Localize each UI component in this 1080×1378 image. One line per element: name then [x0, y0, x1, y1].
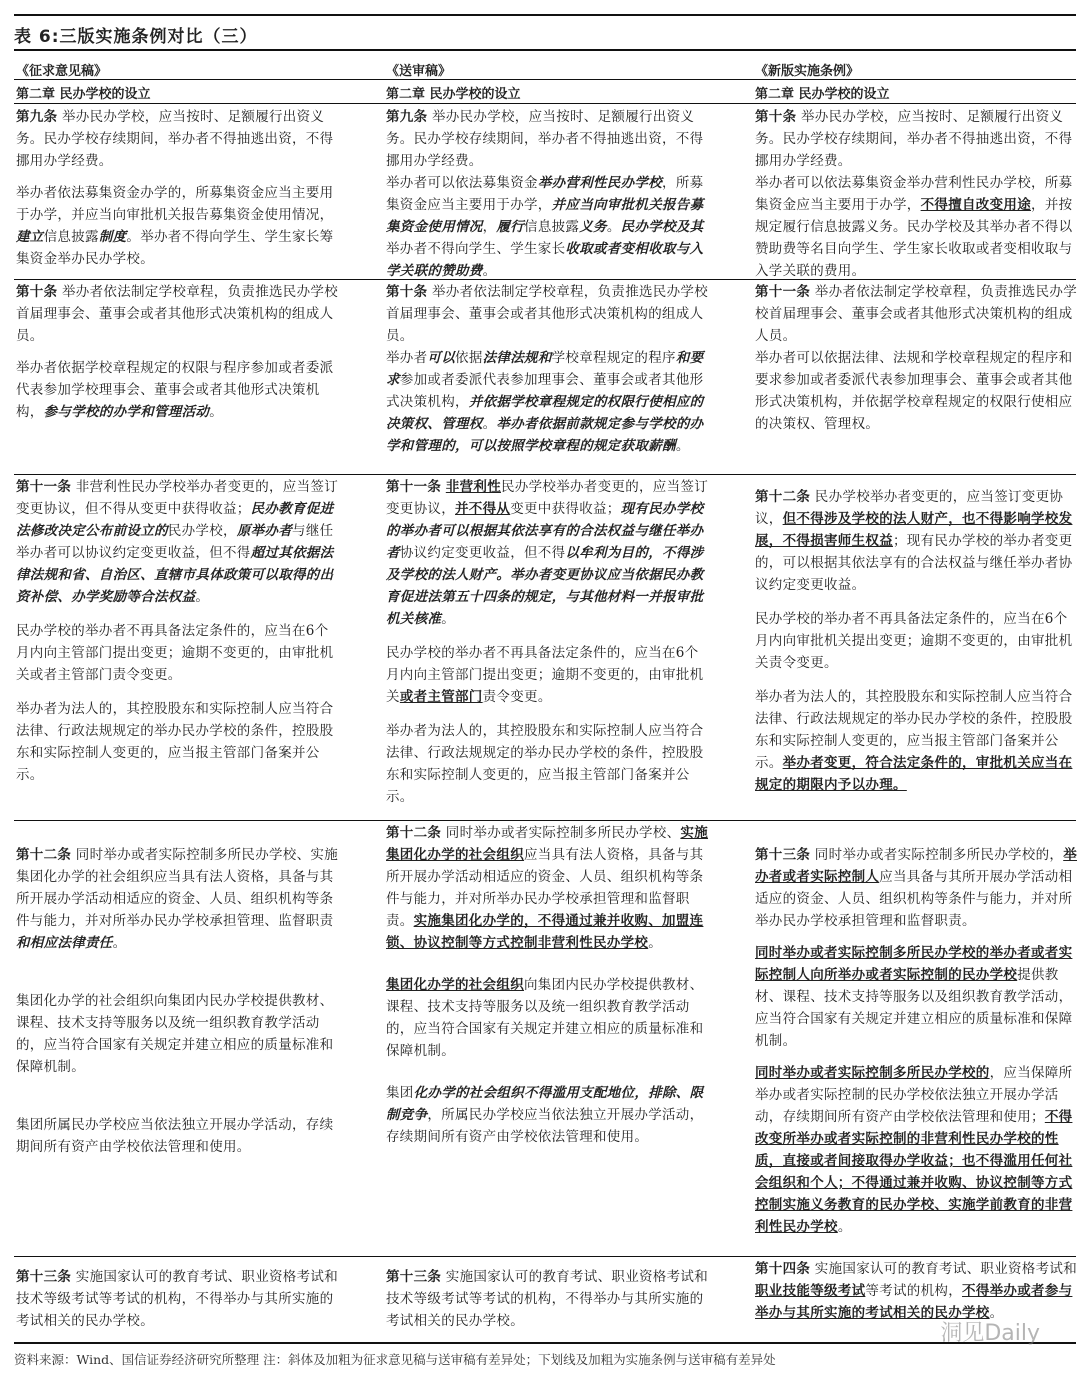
- text-run: 向集团内民办学校提供教材、课程、技术支持等服务以及统一组织教育教学活动的，应当符合国家有关规定并建立相应的质量标准和保障机制。: [386, 977, 704, 1059]
- paragraph: [16, 844, 342, 954]
- cell-r3c1: [16, 476, 342, 786]
- paragraph: [755, 844, 1077, 932]
- paragraph: [16, 620, 342, 686]
- table-title: 表 6:三版实施条例对比（三）: [14, 27, 258, 47]
- text-run: 民办学校，: [167, 523, 237, 539]
- text-run: ，所募集资金应当主要用于办学，: [386, 175, 704, 213]
- table-bottom-rule: [14, 1342, 1076, 1344]
- text-run: 举办者可以依据法律、法规和学校章程规定的程序和要求参加或者委派代表参加理事会、董事会或者其他形式决策机构，并依据学校章程规定的权限行使相应的决策权、管理权。: [755, 350, 1073, 432]
- paragraph: [16, 476, 342, 608]
- cell-r3c2: [386, 476, 712, 808]
- chapter-header-1: 第二章 民办学校的设立: [16, 87, 151, 102]
- text-run: 但不得涉及学校的法人财产，也不得影响学校发展，不得损害师生权益: [755, 511, 1073, 549]
- row-rule-3: [14, 820, 1076, 821]
- cell-r4c1: [16, 844, 342, 1158]
- chapter-header-3: 第二章 民办学校的设立: [755, 87, 890, 102]
- text-run: 。: [482, 416, 497, 432]
- paragraph: [755, 608, 1077, 674]
- text-run: 原举办者: [236, 523, 293, 539]
- text-run: 并依据学校章程规定的权限行使相应的决策权、管理权: [386, 394, 704, 432]
- paragraph: [755, 486, 1077, 596]
- cell-r5c1: [16, 1266, 342, 1332]
- text-run: 同时举办或者实际控制多所民办学校的，: [810, 847, 1064, 863]
- text-run: 举办者不得向学生、学生家长: [386, 241, 566, 257]
- text-run: 。: [837, 1219, 852, 1235]
- version-header-3: 《新版实施条例》: [755, 64, 860, 79]
- text-run: 可以: [427, 350, 456, 366]
- text-run: 实施集团化办学的社会组织: [386, 825, 709, 863]
- text-run: 集团所属民办学校应当依法独立开展办学活动，存续期间所有资产由学校依法管理和使用。: [16, 1117, 334, 1155]
- text-run: 非营利性: [445, 479, 501, 495]
- cell-r1c2: [386, 106, 712, 282]
- watermark: 洞见Daily: [940, 1321, 1040, 1346]
- text-run: ，应当保障所举办或者实际控制的民办学校依法独立开展办学活动，存续期间所有资产由学校依法管理和使用；: [755, 1065, 1073, 1125]
- paragraph: [16, 106, 342, 172]
- text-run: 信息披露: [524, 219, 580, 235]
- text-run: 。: [482, 263, 497, 279]
- text-run: 职业技能等级考试: [755, 1283, 866, 1299]
- cell-r3c3: [755, 486, 1077, 796]
- chapter-header-2: 第二章 民办学校的设立: [386, 87, 521, 102]
- cell-r1c1: [16, 106, 342, 270]
- text-run: 责令变更。: [482, 689, 552, 705]
- article-number: 第十条: [16, 284, 58, 300]
- paragraph: [386, 347, 712, 457]
- version-header-2: 《送审稿》: [386, 64, 452, 79]
- text-run: 建立: [16, 229, 44, 245]
- header-rule: [14, 79, 1076, 80]
- text-run: 和要求: [386, 350, 704, 388]
- text-run: 同时举办或者实际控制多所民办学校的: [755, 1065, 990, 1081]
- paragraph: [755, 347, 1077, 435]
- row-rule-1: [14, 279, 1076, 280]
- text-run: 实施国家认可的教育考试、职业资格考试和技术等级考试等考试的机构，不得举办与其所实施的考试相关的民办学校。: [386, 1269, 708, 1329]
- text-run: 举办者依法制定学校章程，负责推选民办学校首届理事会、董事会或者其他形式决策机构的组成人员。: [755, 284, 1077, 344]
- paragraph: [16, 357, 342, 423]
- text-run: 变更中获得收益；: [510, 501, 621, 517]
- text-run: 提供教材、课程、技术支持等服务以及组织教育教学活动，应当符合国家有关规定并建立相应的质量标准和保障机制。: [755, 967, 1073, 1049]
- text-run: 举办者为法人的，其控股股东和实际控制人应当符合法律、行政法规规定的举办民办学校的条件，控股股东和实际控制人变更的，应当报主管部门备案并公示。: [386, 723, 704, 805]
- text-run: ，并按规定履行信息披露义务。民办学校及其举办者不得以赞助费等名目向学生、学生家长收取或者变相收取与入学关联的费用。: [755, 197, 1073, 279]
- paragraph: [16, 698, 342, 786]
- text-run: 。: [989, 1305, 1004, 1321]
- text-run: 信息披露: [43, 229, 99, 245]
- text-run: 民办学校举办者变更的，应当签订变更协议，: [386, 479, 708, 517]
- text-run: 法律法规和: [482, 350, 552, 366]
- cell-r4c2: [386, 822, 712, 1148]
- text-run: 学校章程规定的程序: [551, 350, 676, 366]
- article-number: 第十三条: [16, 1269, 72, 1285]
- text-run: 民办学校的举办者不再具备法定条件的，应当在6个月内向审批机关提出变更；逾期不变更的，由审批机关责令变更。: [755, 611, 1073, 671]
- text-run: 举办民办学校，应当按时、足额履行出资义务。民办学校存续期间，举办者不得抽逃出资，不得挪用办学经费。: [16, 109, 334, 169]
- text-run: 举办者为法人的，其控股股东和实际控制人应当符合法律、行政法规规定的举办民办学校的条件，控股股东和实际控制人变更的，应当报主管部门备案并公示。: [16, 701, 334, 783]
- paragraph: [16, 182, 342, 270]
- text-run: 举办营利性民办学校: [537, 175, 663, 191]
- text-run: 举办者为法人的，其控股股东和实际控制人应当符合法律、行政法规规定的举办民办学校的条件，控股股东和实际控制人变更的，应当报主管部门备案并公示。: [755, 689, 1073, 771]
- paragraph: [386, 1266, 712, 1332]
- paragraph: [386, 974, 712, 1062]
- text-run: 实施集团化办学的，不得通过兼并收购、加盟连锁、协议控制等方式控制非营利性民办学校: [386, 913, 704, 951]
- text-run: ，: [482, 219, 497, 235]
- text-run: 举办者依法制定学校章程，负责推选民办学校首届理事会、董事会或者其他形式决策机构的组成人员。: [16, 284, 338, 344]
- text-run: 化办学的社会组织不得滥用支配地位，排除、限制竞争: [386, 1085, 704, 1123]
- text-run: 非营利性民办学校举办者变更的，应当签订变更协议，但不得从变更中获得收益；: [16, 479, 338, 517]
- article-number: 第十条: [755, 109, 797, 125]
- text-run: 民办教育促进法修改决定公布前设立的: [16, 501, 334, 539]
- paragraph: [386, 720, 712, 808]
- text-run: 民办学校的举办者不再具备法定条件的，应当在6个月内向主管部门提出变更；逾期不变更的，由审批机关: [386, 645, 704, 705]
- article-number: 第十四条: [755, 1261, 811, 1277]
- text-run: 集团: [386, 1085, 414, 1101]
- text-run: 义务: [579, 219, 607, 235]
- text-run: 举办者变更，符合法定条件的，审批机关应当在规定的期限内予以办理。: [755, 755, 1073, 793]
- paragraph: [16, 990, 342, 1078]
- text-run: 民办学校及其: [620, 219, 704, 235]
- text-run: 举办者依法募集资金: [16, 185, 141, 201]
- source-note: 资料来源：Wind、国信证券经济研究所整理 注：斜体及加粗为征求意见稿与送审稿有差异处；下划线及加粗为实施条例与送审稿有差异处: [14, 1352, 776, 1367]
- paragraph: [386, 642, 712, 708]
- text-run: 同时举办或者实际控制多所民办学校的举办者或者实际控制人向所举办或者实际控制的民办学校: [755, 945, 1073, 983]
- paragraph: [755, 172, 1077, 282]
- row-rule-4: [14, 1256, 1076, 1257]
- text-run: 。: [112, 935, 127, 951]
- paragraph: [755, 1062, 1077, 1238]
- text-run: 。: [606, 219, 621, 235]
- paragraph: [386, 106, 712, 172]
- paragraph: [755, 106, 1077, 172]
- text-run: 或者主管部门: [399, 689, 483, 705]
- article-number: 第十二条: [386, 825, 442, 841]
- article-number: 第十一条: [16, 479, 72, 495]
- article-number: 第十条: [386, 284, 428, 300]
- paragraph: [755, 281, 1077, 347]
- text-run: 举办者可以依法募集资金举办营利性民办学校，所募集资金应当主要用于办学，: [755, 175, 1073, 213]
- row-rule-2: [14, 474, 1076, 475]
- text-run: 集团化办学的社会组织向集团内民办学校提供教材、课程、技术支持等服务以及统一组织教育教学活动的，应当符合国家有关规定并建立相应的质量标准和保障机制。: [16, 993, 334, 1075]
- paragraph: [386, 281, 712, 347]
- text-run: 不得改变所举办或者实际控制的非营利性民办学校的性质，直接或者间接取得办学收益；也不得滥用任何社会组织和个人；不得通过兼并收购、协议控制等方式控制实施义务教育的民办学校、实施学前教育的非营利性民办学校: [755, 1109, 1073, 1235]
- text-run: ；现有民办学校的举办者变更的，可以根据其依法享有的合法权益与继任举办者协议约定变更收益。: [755, 533, 1073, 593]
- paragraph: [755, 1258, 1077, 1324]
- paragraph: [16, 1266, 342, 1332]
- article-number: 第九条: [386, 109, 428, 125]
- text-run: 。举办者不得向学生、学生家长筹集资金举办民办学校。: [16, 229, 334, 267]
- text-run: 等考试的机构，: [865, 1283, 963, 1299]
- text-run: 应当具备与其所开展办学活动相适应的资金、人员、组织机构等条件与能力，并对所举办民办学校承担管理和监督职责。: [755, 869, 1073, 929]
- paragraph: [386, 822, 712, 954]
- text-run: 制度: [98, 229, 127, 245]
- text-run: 现有民办学校的举办者可以根据其依法享有的合法权益与继任举办者: [386, 501, 704, 561]
- paragraph: [16, 1114, 342, 1158]
- text-run: 和相应法律责任: [16, 935, 113, 951]
- text-run: 参与学校的办学和管理活动: [43, 404, 210, 420]
- text-run: 收取或者变相收取与入学关联的赞助费: [386, 241, 704, 279]
- text-run: 并不得从: [455, 501, 511, 517]
- text-run: 举办民办学校，应当按时、足额履行出资义务。民办学校存续期间，举办者不得抽逃出资，不得挪用办学经费。: [386, 109, 704, 169]
- paragraph: [386, 476, 712, 630]
- paragraph: [755, 942, 1077, 1052]
- article-number: 第九条: [16, 109, 58, 125]
- text-run: 。: [195, 589, 210, 605]
- text-run: 应当具有法人资格，具备与其所开展办学活动相适应的资金、人员、组织机构等条件与能力，并对所举办民办学校承担管理和监督职责。: [386, 847, 704, 929]
- cell-r5c2: [386, 1266, 712, 1332]
- text-run: 举办民办学校，应当按时、足额履行出资义务。民办学校存续期间，举办者不得抽逃出资，不得挪用办学经费。: [755, 109, 1073, 169]
- cell-r2c3: [755, 281, 1077, 435]
- title-rule-bottom: [14, 49, 1076, 51]
- text-run: ，所属民办学校应当依法独立开展办学活动，存续期间所有资产由学校依法管理和使用。: [386, 1107, 704, 1145]
- version-header-1: 《征求意见稿》: [16, 64, 108, 79]
- text-run: 不得举办或者参与举办与其所实施的考试相关的民办学校: [755, 1283, 1073, 1321]
- text-run: 实施国家认可的教育考试、职业资格考试和: [810, 1261, 1077, 1277]
- text-run: 集团化办学的社会组织: [386, 977, 524, 993]
- text-run: 。: [675, 438, 690, 454]
- text-run: 办学的: [140, 185, 182, 201]
- text-run: 参加或者委派代表参加理事会、董事会或者其他形式决策机构，: [386, 372, 704, 410]
- paragraph: [755, 686, 1077, 796]
- cell-r5c3: [755, 1258, 1077, 1324]
- text-run: 民办学校的举办者不再具备法定条件的，应当在6个月内向主管部门提出变更；逾期不变更的，由审批机关或者主管部门责令变更。: [16, 623, 334, 683]
- cell-r2c1: [16, 281, 342, 423]
- text-run: 举办者: [386, 350, 428, 366]
- text-run: 以牟利为目的，不得涉及学校的法人财产。举办者变更协议应当依据民办教育促进法第五十四条的规定，与其他材料一并报审批机关核准: [386, 545, 704, 627]
- text-run: 依据: [455, 350, 483, 366]
- article-number: 第十三条: [386, 1269, 442, 1285]
- text-run: 超过其依据法律法规和省、自治区、直辖市具体政策可以取得的出资补偿、办学奖励等合法权益: [16, 545, 334, 605]
- text-run: 。: [441, 611, 456, 627]
- text-run: 民办学校举办者变更的，应当签订变更协议，: [755, 489, 1064, 527]
- text-run: 同时举办或者实际控制多所民办学校、: [441, 825, 681, 841]
- text-run: 实施国家认可的教育考试、职业资格考试和技术等级考试等考试的机构，不得举办与其所实施的考试相关的民办学校。: [16, 1269, 338, 1329]
- text-run: 举办者可以依法募集资金: [386, 175, 538, 191]
- cell-r1c3: [755, 106, 1077, 282]
- article-number: 第十三条: [755, 847, 811, 863]
- article-number: 第十二条: [16, 847, 72, 863]
- text-run: 并应当向审批机关报告募集资金使用情况: [386, 197, 704, 235]
- text-run: ，所募集资金应当主要用于办学，并应当向审批机关报告募集资金使用情况，: [16, 185, 334, 223]
- paragraph: [386, 172, 712, 282]
- text-run: 。: [648, 935, 663, 951]
- paragraph: [386, 1082, 712, 1148]
- article-number: 第十二条: [755, 489, 811, 505]
- text-run: 。: [209, 404, 224, 420]
- cell-r4c3: [755, 844, 1077, 1238]
- title-rule-top: [14, 14, 1076, 16]
- text-run: 同时举办或者实际控制多所民办学校、实施集团化办学的社会组织应当具有法人资格，具备与其所开展办学活动相适应的资金、人员、组织机构等条件与能力，并对所举办民办学校承担管理、监督职责: [16, 847, 338, 929]
- article-number: 第十一条: [755, 284, 811, 300]
- text-run: 不得擅自改变用途: [920, 197, 1032, 213]
- article-number: 第十一条: [386, 479, 442, 495]
- text-run: 举办者依法制定学校章程，负责推选民办学校首届理事会、董事会或者其他形式决策机构的组成人员。: [386, 284, 708, 344]
- paragraph: [16, 281, 342, 347]
- text-run: 举办者依据学校章程规定的权限与程序参加或者委派代表参加学校理事会、董事会或者其他形式决策机构，: [16, 360, 334, 420]
- cell-r2c2: [386, 281, 712, 457]
- chapter-rule: [14, 103, 1076, 104]
- text-run: 举办者依据前款规定参与学校的办学和管理的，可以按照学校章程的规定获取薪酬: [386, 416, 704, 454]
- text-run: 与继任举办者可以协议约定变更收益，但不得: [16, 523, 334, 561]
- text-run: 履行: [496, 219, 525, 235]
- text-run: 协议约定变更收益，但不得: [399, 545, 566, 561]
- text-run: 举办者或者实际控制人: [755, 847, 1078, 885]
